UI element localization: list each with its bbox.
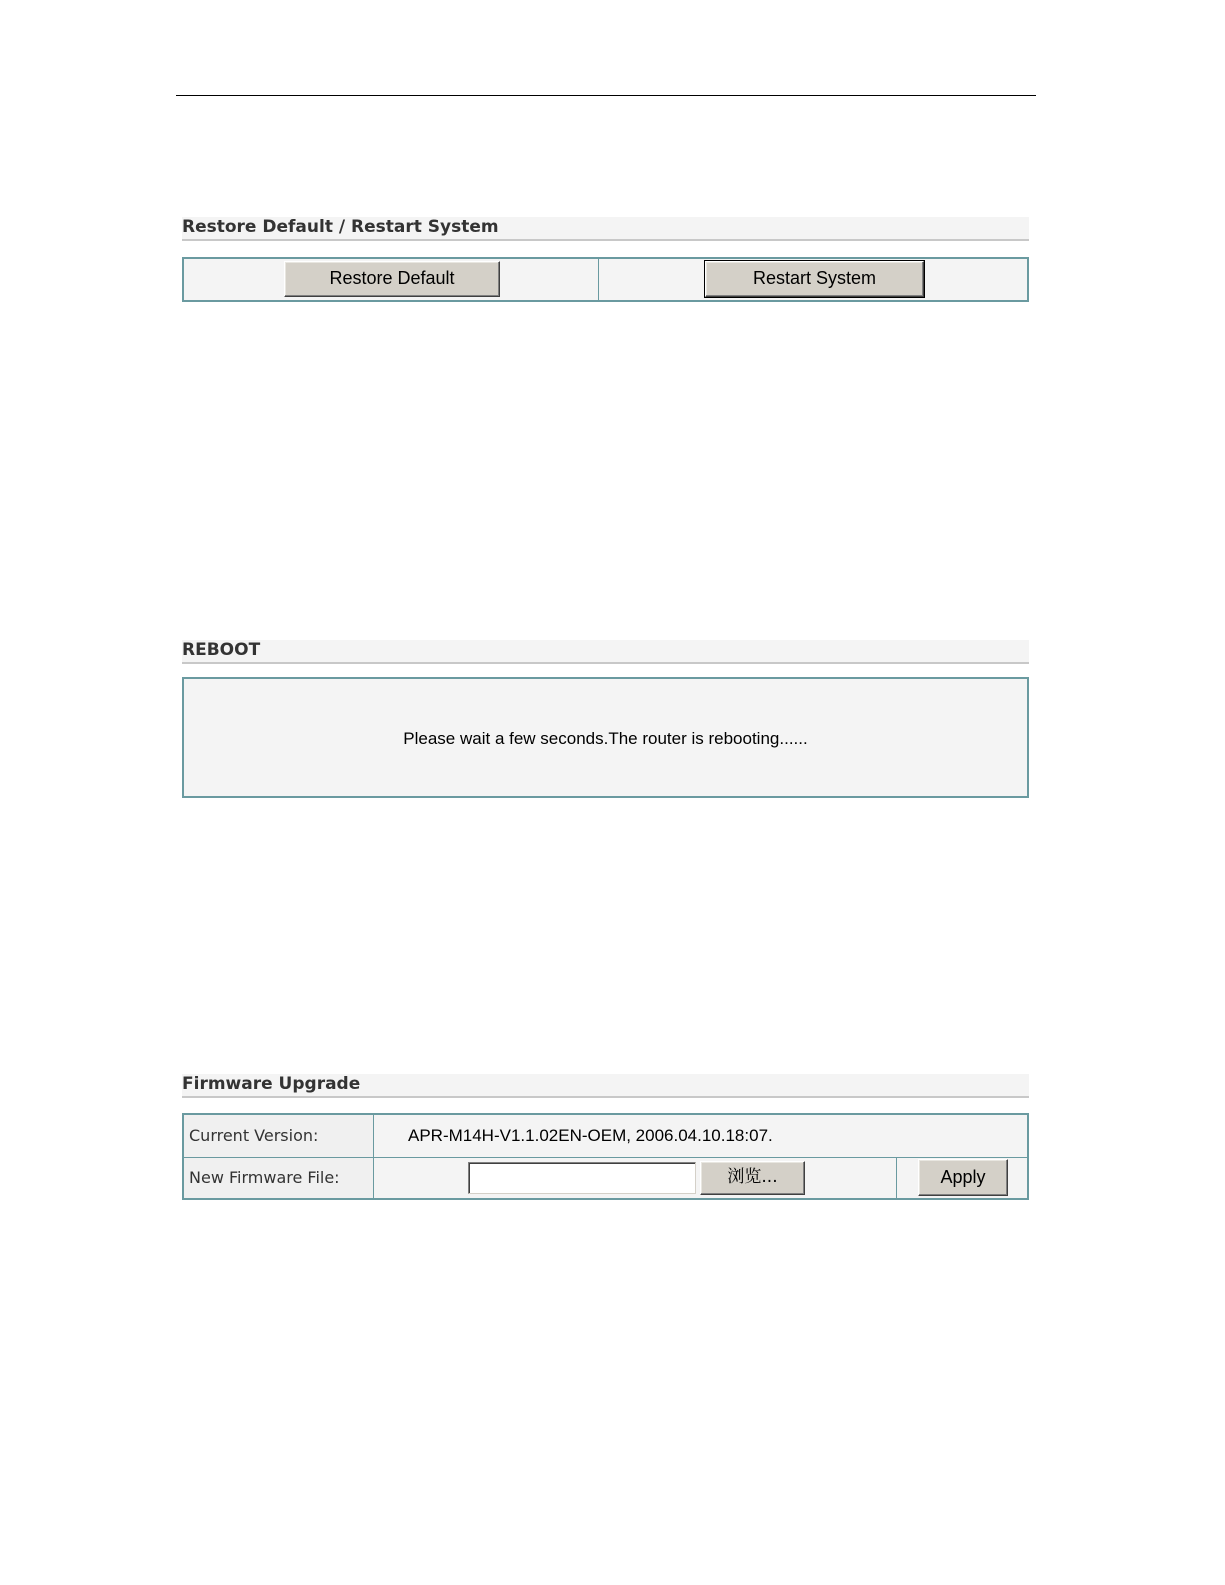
new-file-label: New Firmware File: bbox=[189, 1168, 340, 1187]
apply-cell-divider bbox=[896, 1158, 897, 1198]
restore-default-button[interactable]: Restore Default bbox=[284, 261, 500, 297]
column-divider bbox=[373, 1115, 374, 1198]
current-version-label-cell bbox=[184, 1115, 373, 1157]
row-divider bbox=[184, 1157, 1027, 1158]
page-header-rule bbox=[176, 95, 1036, 96]
cell-divider bbox=[598, 259, 599, 300]
restart-system-button[interactable]: Restart System bbox=[705, 261, 924, 297]
current-version-label: Current Version: bbox=[189, 1126, 319, 1145]
firmware-file-input[interactable] bbox=[468, 1162, 696, 1194]
restore-restart-section bbox=[182, 217, 1029, 288]
restore-restart-panel bbox=[182, 257, 1029, 302]
firmware-upgrade-section bbox=[182, 1074, 1029, 1187]
section-header bbox=[182, 217, 1029, 241]
reboot-message: Please wait a few seconds.The router is rebooting...... bbox=[403, 729, 808, 748]
section-header bbox=[182, 1074, 1029, 1098]
firmware-panel bbox=[182, 1113, 1029, 1200]
section-header bbox=[182, 640, 1029, 664]
apply-button[interactable]: Apply bbox=[918, 1159, 1008, 1196]
section-title: REBOOT bbox=[182, 640, 261, 660]
browse-button[interactable]: 浏览... bbox=[700, 1161, 805, 1195]
reboot-section bbox=[182, 640, 1029, 748]
new-file-label-cell bbox=[184, 1158, 373, 1198]
current-version-value: APR-M14H-V1.1.02EN-OEM, 2006.04.10.18:07. bbox=[408, 1126, 773, 1145]
reboot-panel bbox=[182, 677, 1029, 798]
section-title: Restore Default / Restart System bbox=[182, 217, 499, 237]
section-title: Firmware Upgrade bbox=[182, 1074, 361, 1094]
